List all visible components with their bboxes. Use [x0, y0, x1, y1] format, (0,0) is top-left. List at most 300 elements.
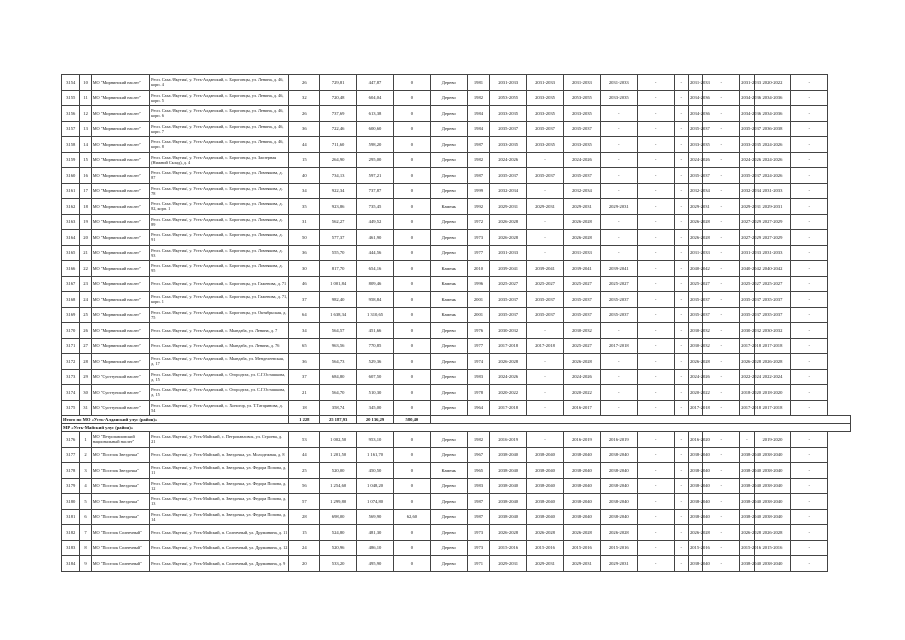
organization-cell: МО "Мирнинский наслег"	[91, 90, 149, 106]
value-cell: 31	[289, 214, 320, 230]
value-cell: 1981	[467, 75, 490, 91]
value-cell: -	[637, 478, 674, 494]
row-number-cell: 3164	[62, 230, 80, 246]
value-cell: -	[674, 447, 688, 463]
table-row	[62, 199, 851, 215]
value-cell: -	[791, 509, 828, 525]
value-cell: Дерево	[430, 121, 467, 137]
value-cell: -	[791, 276, 828, 292]
value-cell: 2031-2033	[740, 75, 754, 91]
row-index-cell: 16	[80, 168, 91, 184]
value-cell: Дерево	[430, 106, 467, 122]
address-cell: Респ. Саха /Якутия/, у. Усть-Алданский, с. Мындаба, ул. Менделеевская, д. 17	[150, 354, 289, 370]
value-cell: 2030-2032	[754, 323, 791, 339]
value-cell: 2020-2022	[490, 385, 527, 401]
value-cell: -	[674, 199, 688, 215]
organization-cell: МО "Поселок Звездочка"	[91, 494, 149, 510]
value-cell: 1973	[467, 540, 490, 556]
value-cell: 2020-2022	[563, 385, 600, 401]
value-cell: -	[637, 540, 674, 556]
value-cell: -	[674, 276, 688, 292]
value-cell: 0	[393, 183, 430, 199]
row-number-cell: 3158	[62, 137, 80, 153]
value-cell: 0	[393, 494, 430, 510]
value-cell: Дерево	[430, 385, 467, 401]
address-cell: Респ. Саха /Якутия/, у. Усть-Алданский, с. Борогонцы, ул. Ломтякова, д. 91	[150, 230, 289, 246]
value-cell: 2025-2027	[563, 276, 600, 292]
value-cell: -	[527, 385, 564, 401]
value-cell: 577,37	[320, 230, 357, 246]
value-cell: 0	[393, 75, 430, 91]
row-index-cell: 19	[80, 214, 91, 230]
value-cell: 722,46	[320, 121, 357, 137]
row-index-cell: 30	[80, 385, 91, 401]
value-cell: -	[637, 183, 674, 199]
value-cell: 2029-2031	[527, 556, 564, 572]
value-cell: 2026-2028	[490, 230, 527, 246]
value-cell: 0	[393, 385, 430, 401]
value-cell: Дерево	[430, 214, 467, 230]
total-label-cell: Итого по МО «Усть-Алданский улус (район)»	[62, 416, 289, 424]
value-cell: 2015-2016	[490, 540, 527, 556]
address-cell: Респ. Саха /Якутия/, у. Усть-Алданский, с. Борогонцы, ул. Ломтякова, д. 87	[150, 168, 289, 184]
row-index-cell: 7	[80, 525, 91, 541]
value-cell: 2024-2026	[754, 168, 791, 184]
value-cell: -	[791, 494, 828, 510]
value-cell: 36	[289, 354, 320, 370]
organization-cell: МО "Мирнинский наслег"	[91, 245, 149, 261]
value-cell: 2025-2027	[600, 276, 637, 292]
total-row	[62, 416, 851, 424]
value-cell: 2001	[467, 292, 490, 308]
value-cell: 2038-2040	[688, 478, 702, 494]
value-cell: 2033-2035	[527, 106, 564, 122]
value-cell: -	[791, 369, 828, 385]
value-cell: 2035-2037	[490, 121, 527, 137]
value-cell: 2024-2026	[490, 152, 527, 168]
value-cell: 1976	[467, 323, 490, 339]
value-cell: -	[674, 75, 688, 91]
address-cell: Респ. Саха /Якутия/, у. Усть-Алданский, с. Хоногор, ул. Т.Татаринова, д. 54	[150, 400, 289, 416]
value-cell: 2031-2033	[563, 245, 600, 261]
value-cell: Дерево	[430, 478, 467, 494]
value-cell: -	[703, 323, 740, 339]
address-cell: Респ. Саха /Якутия/, у. Усть-Майский, п. Звездочка, ул. Федора Попова, д. 14	[150, 509, 289, 525]
value-cell: 2029-2031	[490, 199, 527, 215]
row-index-cell: 6	[80, 509, 91, 525]
value-cell: 1 254,60	[320, 478, 357, 494]
value-cell: 1 074,80	[357, 494, 394, 510]
value-cell: -	[637, 245, 674, 261]
value-cell: -	[674, 261, 688, 277]
value-cell: 46	[289, 276, 320, 292]
value-cell: -	[703, 199, 740, 215]
value-cell: 2031-2033	[527, 75, 564, 91]
row-index-cell: 4	[80, 478, 91, 494]
value-cell: -	[674, 292, 688, 308]
table-row	[62, 152, 851, 168]
address-cell: Респ. Саха /Якутия/, у. Усть-Майский, п. Звездочка, ул. Федора Попова, д. 13	[150, 494, 289, 510]
value-cell: 600,60	[357, 121, 394, 137]
value-cell: 2017-2018	[754, 400, 791, 416]
value-cell: 0	[393, 199, 430, 215]
value-cell: 1 048,20	[357, 478, 394, 494]
value-cell: -	[791, 230, 828, 246]
organization-cell: МО "Мирнинский наслег"	[91, 261, 149, 277]
value-cell: 1987	[467, 494, 490, 510]
value-cell: -	[674, 478, 688, 494]
value-cell: 21	[289, 385, 320, 401]
value-cell: -	[703, 525, 740, 541]
value-cell: 2031-2033	[490, 245, 527, 261]
organization-cell: МО "Мирнинский наслег"	[91, 214, 149, 230]
value-cell: 20	[289, 556, 320, 572]
value-cell: 2020-2022	[754, 75, 791, 91]
value-cell: -	[791, 463, 828, 479]
value-cell: 2035-2037	[688, 292, 702, 308]
row-number-cell: 3184	[62, 556, 80, 572]
value-cell: -	[703, 463, 740, 479]
value-cell: 953,10	[357, 432, 394, 448]
value-cell: -	[600, 245, 637, 261]
value-cell: 720,48	[320, 90, 357, 106]
organization-cell: МО "Мирнинский наслег"	[91, 307, 149, 323]
value-cell: 0	[393, 540, 430, 556]
value-cell: -	[637, 432, 674, 448]
table-row	[62, 509, 851, 525]
value-cell: -	[637, 121, 674, 137]
value-cell: -	[674, 307, 688, 323]
value-cell: 2017-2018	[600, 338, 637, 354]
organization-cell: МО "Мирнинский наслег"	[91, 276, 149, 292]
value-cell: 2026-2028	[563, 214, 600, 230]
value-cell: -	[600, 183, 637, 199]
value-cell: 0	[393, 432, 430, 448]
value-cell: 2033-2035	[563, 106, 600, 122]
value-cell: 2027-2029	[740, 214, 754, 230]
organization-cell: МО "Мирнинский наслег"	[91, 183, 149, 199]
value-cell: 1973	[467, 525, 490, 541]
row-index-cell: 18	[80, 199, 91, 215]
value-cell: -	[637, 338, 674, 354]
value-cell: 2035-2037	[740, 168, 754, 184]
row-index-cell: 5	[80, 494, 91, 510]
value-cell: 2020-2022	[688, 385, 702, 401]
value-cell: 0	[393, 323, 430, 339]
value-cell: 2027-2029	[740, 230, 754, 246]
row-index-cell: 12	[80, 106, 91, 122]
value-cell: 2035-2037	[740, 121, 754, 137]
row-number-cell: 3165	[62, 245, 80, 261]
value-cell: 36	[289, 121, 320, 137]
row-index-cell: 24	[80, 292, 91, 308]
value-cell: -	[791, 385, 828, 401]
organization-cell: МО "Мирнинский наслег"	[91, 354, 149, 370]
value-cell: 2026-2028	[754, 354, 791, 370]
value-cell: 0	[393, 230, 430, 246]
value-cell: 2034-2036	[754, 90, 791, 106]
value-cell: -	[703, 152, 740, 168]
row-number-cell: 3179	[62, 478, 80, 494]
value-cell: 2029-2031	[490, 556, 527, 572]
row-index-cell: 14	[80, 137, 91, 153]
value-cell: -	[637, 137, 674, 153]
value-cell: -	[600, 369, 637, 385]
value-cell: 2038-2040	[754, 447, 791, 463]
value-cell: -	[637, 369, 674, 385]
value-cell: 1983	[467, 478, 490, 494]
value-cell: 2024-2026	[688, 152, 702, 168]
value-cell: -	[600, 400, 637, 416]
value-cell: 2001	[467, 307, 490, 323]
value-cell: -	[703, 106, 740, 122]
value-cell: 450,50	[357, 463, 394, 479]
value-cell: 451,66	[357, 323, 394, 339]
value-cell: 2038-2040	[527, 509, 564, 525]
value-cell: 2035-2037	[563, 168, 600, 184]
value-cell: 529,36	[357, 354, 394, 370]
value-cell: 2016-2017	[563, 400, 600, 416]
value-cell: 1982	[467, 152, 490, 168]
value-cell: -	[703, 369, 740, 385]
value-cell: 2035-2037	[490, 307, 527, 323]
value-cell: 809,46	[357, 276, 394, 292]
value-cell: 2038-2040	[490, 447, 527, 463]
value-cell: 520,00	[320, 463, 357, 479]
value-cell: 2038-2040	[563, 463, 600, 479]
value-cell: 2035-2037	[688, 121, 702, 137]
value-cell: 2035-2037	[527, 292, 564, 308]
value-cell: -	[703, 121, 740, 137]
value-cell: 2038-2040	[600, 494, 637, 510]
address-cell: Респ. Саха /Якутия/, у. Усть-Алданский, с. Огородтах, ул. С.Г.Осташкова, д. 15	[150, 385, 289, 401]
value-cell: 0	[393, 447, 430, 463]
registry-sheet	[61, 74, 851, 572]
value-cell: 0	[393, 369, 430, 385]
row-number-cell: 3182	[62, 525, 80, 541]
value-cell: 2026-2028	[600, 525, 637, 541]
value-cell: 1 299,80	[320, 494, 357, 510]
value-cell: 2016-2019	[490, 432, 527, 448]
value-cell: 2040-2042	[754, 261, 791, 277]
value-cell: -	[527, 323, 564, 339]
value-cell: -	[637, 556, 674, 572]
value-cell: -	[703, 432, 740, 448]
value-cell: 2035-2037	[740, 307, 754, 323]
value-cell: 2038-2040	[740, 463, 754, 479]
value-cell: 64	[289, 307, 320, 323]
value-cell: 56	[289, 478, 320, 494]
value-cell: 2010	[467, 261, 490, 277]
value-cell: 2026-2028	[490, 525, 527, 541]
value-cell: 2024-2026	[490, 369, 527, 385]
address-cell: Респ. Саха /Якутия/, у. Усть-Алданский, с. Борогонцы, ул. Ломтякова, д. 89	[150, 214, 289, 230]
value-cell: -	[637, 199, 674, 215]
value-cell: 2038-2040	[754, 478, 791, 494]
value-cell: 44	[289, 447, 320, 463]
value-cell: -	[637, 168, 674, 184]
table-row	[62, 121, 851, 137]
value-cell: 2038-2040	[563, 447, 600, 463]
value-cell: -	[637, 276, 674, 292]
value-cell: 613,38	[357, 106, 394, 122]
value-cell: 684,80	[320, 369, 357, 385]
row-number-cell: 3169	[62, 307, 80, 323]
table-row	[62, 307, 851, 323]
value-cell: -	[791, 152, 828, 168]
value-cell: 654,16	[357, 261, 394, 277]
value-cell: 2029-2031	[754, 199, 791, 215]
table-row	[62, 338, 851, 354]
value-cell: 0	[393, 261, 430, 277]
value-cell: 2035-2037	[600, 292, 637, 308]
value-cell: 520,96	[320, 540, 357, 556]
value-cell: -	[703, 400, 740, 416]
value-cell: 1972	[467, 214, 490, 230]
value-cell: 2038-2040	[754, 556, 791, 572]
value-cell: 2038-2040	[600, 478, 637, 494]
value-cell: Камень	[430, 199, 467, 215]
organization-cell: МО "Поселок Звездочка"	[91, 463, 149, 479]
value-cell: 2025-2027	[527, 276, 564, 292]
table-row	[62, 75, 851, 91]
value-cell: 345,00	[357, 400, 394, 416]
value-cell: 533,20	[320, 556, 357, 572]
value-cell: 461,90	[357, 230, 394, 246]
table-row	[62, 276, 851, 292]
value-cell: 0	[393, 90, 430, 106]
value-cell: 2026-2028	[688, 230, 702, 246]
value-cell: 2038-2040	[740, 494, 754, 510]
address-cell: Респ. Саха /Якутия/, у. Усть-Майский, п. Звездочка, ул. Федора Попова, д. 12	[150, 478, 289, 494]
row-index-cell: 15	[80, 152, 91, 168]
value-cell: 2038-2040	[600, 447, 637, 463]
value-cell: 0	[393, 307, 430, 323]
row-number-cell: 3171	[62, 338, 80, 354]
value-cell: 444,56	[357, 245, 394, 261]
row-index-cell: 21	[80, 245, 91, 261]
value-cell: Дерево	[430, 323, 467, 339]
table-row	[62, 90, 851, 106]
value-cell: 2015-2016	[754, 540, 791, 556]
value-cell: 53	[289, 432, 320, 448]
value-cell: Дерево	[430, 75, 467, 91]
value-cell: Дерево	[430, 369, 467, 385]
value-cell: -	[791, 323, 828, 339]
value-cell: 2034-2036	[740, 106, 754, 122]
value-cell: 26	[289, 106, 320, 122]
value-cell: 2033-2035	[527, 137, 564, 153]
organization-cell: МО "Мирнинский наслег"	[91, 230, 149, 246]
value-cell: 2032-2034	[688, 183, 702, 199]
value-cell: -	[791, 292, 828, 308]
value-cell: 562,27	[320, 214, 357, 230]
value-cell: -	[674, 463, 688, 479]
row-number-cell: 3162	[62, 199, 80, 215]
value-cell: -	[674, 137, 688, 153]
value-cell: 2018-2020	[740, 385, 754, 401]
value-cell: 2025-2027	[490, 276, 527, 292]
row-index-cell: 23	[80, 276, 91, 292]
value-cell: 2029-2031	[600, 199, 637, 215]
value-cell: 958,84	[357, 292, 394, 308]
value-cell: 1996	[467, 276, 490, 292]
value-cell: 2032-2034	[563, 183, 600, 199]
value-cell: 2017-2018	[527, 338, 564, 354]
row-index-cell: 25	[80, 307, 91, 323]
value-cell: -	[674, 354, 688, 370]
value-cell: Дерево	[430, 152, 467, 168]
value-cell: -	[637, 385, 674, 401]
value-cell: 1967	[467, 447, 490, 463]
table-row	[62, 245, 851, 261]
value-cell: -	[674, 432, 688, 448]
value-cell: 2053-2055	[563, 90, 600, 106]
value-cell: 1987	[467, 137, 490, 153]
value-cell: 481,30	[357, 525, 394, 541]
value-cell: 2029-2031	[688, 199, 702, 215]
address-cell: Респ. Саха /Якутия/, у. Усть-Алданский, с. Борогонцы, ул. Ленина, д. 46, корп. 7	[150, 121, 289, 137]
value-cell: 2039-2041	[527, 261, 564, 277]
organization-cell: МО "Мирнинский наслег"	[91, 292, 149, 308]
value-cell: -	[637, 323, 674, 339]
value-cell: 2026-2028	[740, 354, 754, 370]
table-row	[62, 137, 851, 153]
value-cell: 770,85	[357, 338, 394, 354]
value-cell: 0	[393, 338, 430, 354]
value-cell: 65	[289, 338, 320, 354]
value-cell: 2038-2040	[490, 494, 527, 510]
value-cell: 0	[393, 525, 430, 541]
value-cell: 1982	[467, 432, 490, 448]
value-cell: 0	[393, 245, 430, 261]
organization-cell: МО "Поселок Солнечный"	[91, 525, 149, 541]
address-cell: Респ. Саха /Якутия/, у. Усть-Алданский, с. Мындаба, ул. Ленина, д. 76	[150, 338, 289, 354]
value-cell: -	[674, 183, 688, 199]
value-cell: 2016-2019	[600, 432, 637, 448]
value-cell: 2035-2037	[490, 168, 527, 184]
value-cell: -	[674, 106, 688, 122]
value-cell: -	[703, 354, 740, 370]
table-row	[62, 385, 851, 401]
value-cell: -	[637, 494, 674, 510]
row-number-cell: 3174	[62, 385, 80, 401]
value-cell: -	[703, 494, 740, 510]
value-cell: -	[674, 152, 688, 168]
value-cell: 564,70	[320, 385, 357, 401]
table-row	[62, 525, 851, 541]
value-cell: Дерево	[430, 509, 467, 525]
address-cell: Респ. Саха /Якутия/, у. Усть-Алданский, с. Огородтах, ул. С.Г.Осташкова, д. 15	[150, 369, 289, 385]
value-cell: 2031-2033	[740, 245, 754, 261]
total-value-cell: 25 187,93	[320, 416, 357, 424]
value-cell: 524,80	[320, 525, 357, 541]
value-cell: 2026-2028	[688, 525, 702, 541]
value-cell: 1964	[467, 400, 490, 416]
value-cell: 1977	[467, 338, 490, 354]
value-cell: -	[703, 245, 740, 261]
value-cell: 2027-2029	[754, 214, 791, 230]
table-row	[62, 494, 851, 510]
value-cell: 1965	[467, 463, 490, 479]
value-cell: 737,69	[320, 106, 357, 122]
value-cell: -	[600, 214, 637, 230]
value-cell: 2038-2040	[527, 478, 564, 494]
value-cell: -	[791, 354, 828, 370]
value-cell: Дерево	[430, 556, 467, 572]
row-number-cell: 3155	[62, 90, 80, 106]
value-cell: 2035-2037	[600, 307, 637, 323]
